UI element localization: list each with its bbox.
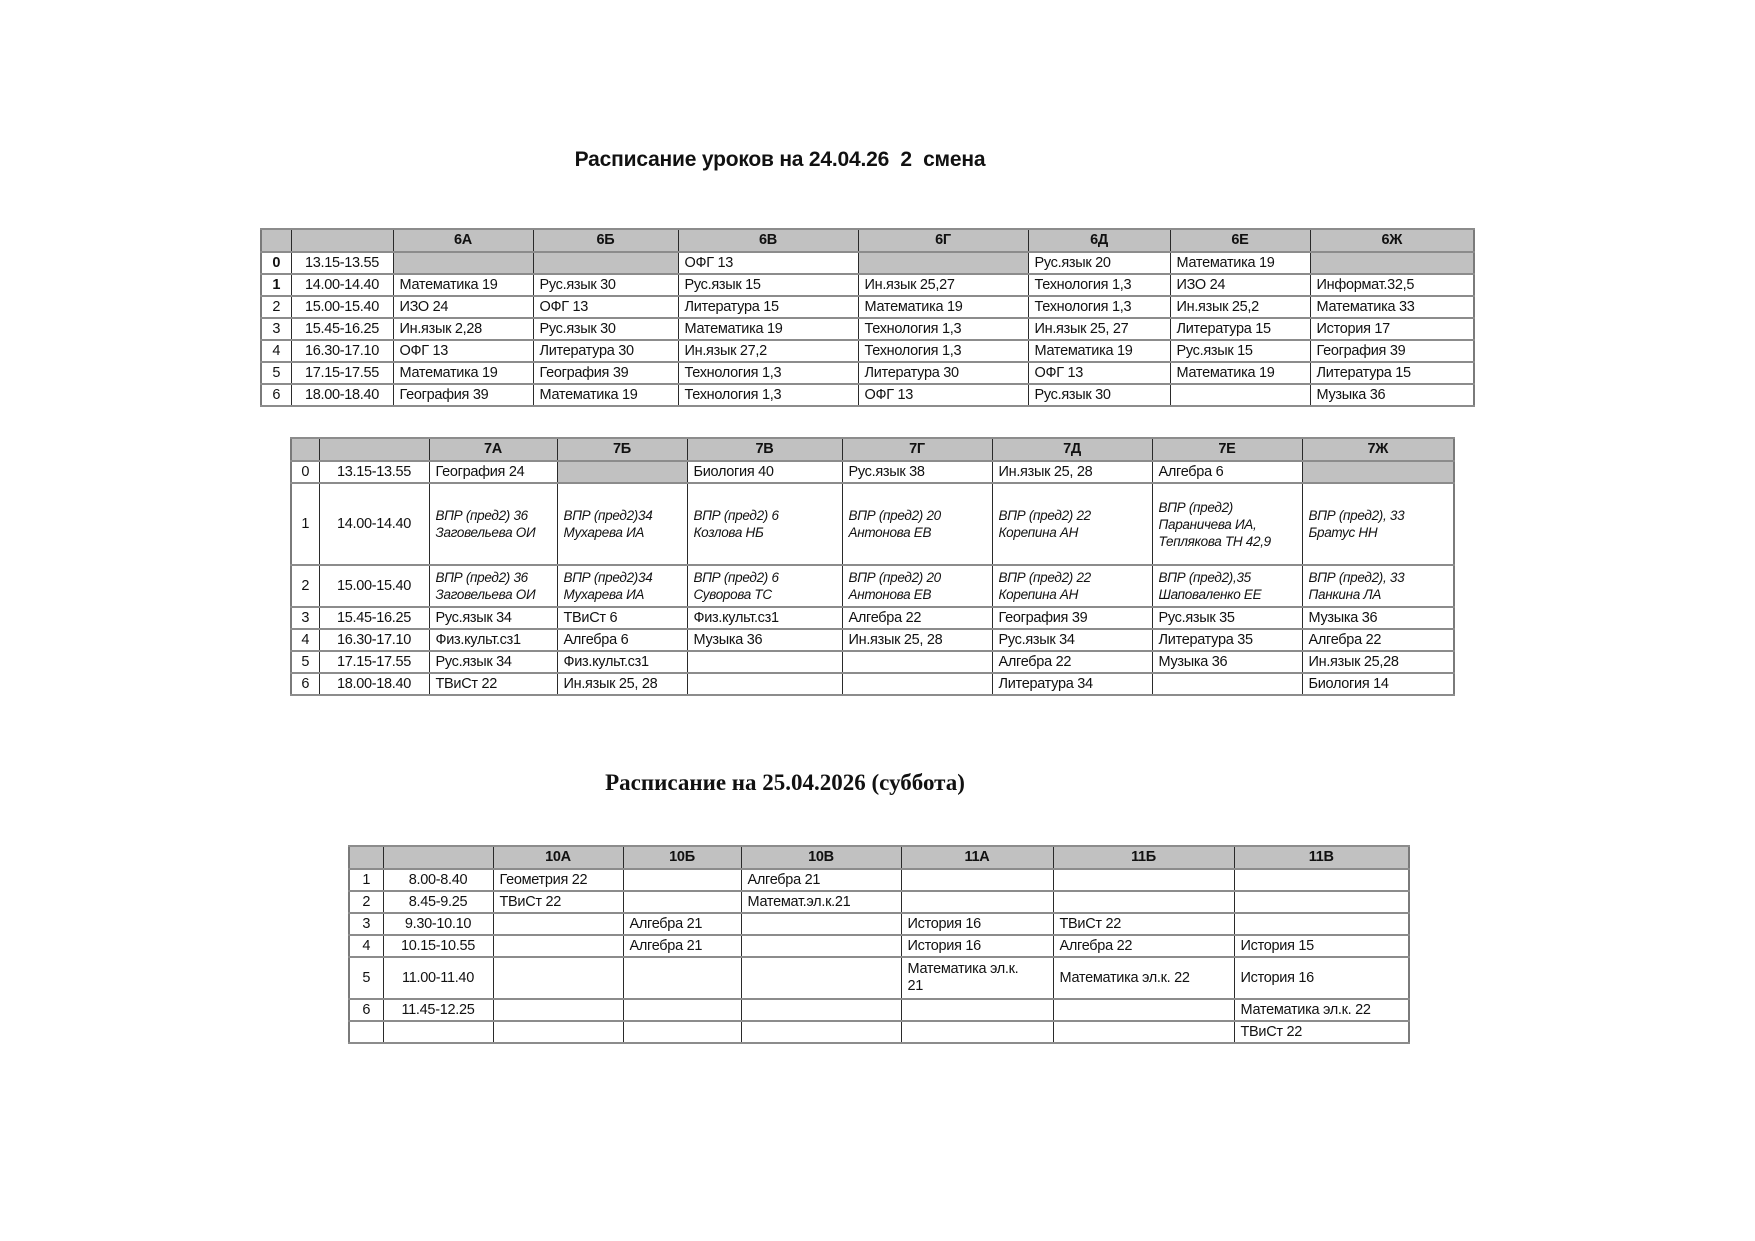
lesson-number: 1 <box>291 483 319 565</box>
subject-cell: Музыка 36 <box>1302 607 1454 629</box>
time-slot: 17.15-17.55 <box>291 362 393 384</box>
subject-cell <box>1053 869 1234 891</box>
subject-cell <box>623 1021 741 1043</box>
subject-cell <box>741 935 901 957</box>
time-slot: 9.30-10.10 <box>383 913 493 935</box>
subject-cell: Алгебра 22 <box>1302 629 1454 651</box>
time-slot: 18.00-18.40 <box>319 673 429 695</box>
subject-cell: География 24 <box>429 461 557 483</box>
subject-cell <box>741 1021 901 1043</box>
subject-cell: ТВиСт 6 <box>557 607 687 629</box>
subject-cell: Информат.32,5 <box>1310 274 1474 296</box>
time-slot: 16.30-17.10 <box>319 629 429 651</box>
time-slot: 15.00-15.40 <box>291 296 393 318</box>
subject-cell: ВПР (пред2) 36 Заговельева ОИ <box>429 565 557 607</box>
corner-header <box>291 229 393 252</box>
subject-cell <box>493 1021 623 1043</box>
subject-cell: Биология 14 <box>1302 673 1454 695</box>
column-header: 7Е <box>1152 438 1302 461</box>
subject-cell: Математика 19 <box>1170 252 1310 274</box>
lesson-number: 5 <box>349 957 383 999</box>
subject-cell: Математика 19 <box>678 318 858 340</box>
subject-cell <box>1310 252 1474 274</box>
lesson-number: 2 <box>291 565 319 607</box>
subject-cell <box>623 999 741 1021</box>
subject-cell: Рус.язык 20 <box>1028 252 1170 274</box>
corner-header <box>349 846 383 869</box>
column-header: 7Д <box>992 438 1152 461</box>
lesson-number: 0 <box>261 252 291 274</box>
subject-cell <box>623 957 741 999</box>
subject-cell: История 16 <box>901 935 1053 957</box>
subject-cell: Литература 30 <box>858 362 1028 384</box>
subject-cell: Математика 19 <box>858 296 1028 318</box>
lesson-number: 4 <box>291 629 319 651</box>
subject-cell: Алгебра 6 <box>1152 461 1302 483</box>
subject-cell: Биология 40 <box>687 461 842 483</box>
subject-cell <box>493 913 623 935</box>
subject-cell: Физ.культ.сз1 <box>429 629 557 651</box>
subject-cell <box>533 252 678 274</box>
column-header: 6А <box>393 229 533 252</box>
subject-cell: Литература 30 <box>533 340 678 362</box>
subject-cell: Рус.язык 34 <box>429 651 557 673</box>
subject-cell: Музыка 36 <box>1310 384 1474 406</box>
subject-cell: Математика 33 <box>1310 296 1474 318</box>
time-slot: 11.45-12.25 <box>383 999 493 1021</box>
subject-cell <box>623 869 741 891</box>
time-slot: 16.30-17.10 <box>291 340 393 362</box>
schedule-title-saturday: Расписание на 25.04.2026 (суббота) <box>605 770 965 795</box>
subject-cell: Литература 15 <box>678 296 858 318</box>
subject-cell: Технология 1,3 <box>678 384 858 406</box>
subject-cell: Математика 19 <box>393 362 533 384</box>
subject-cell <box>1170 384 1310 406</box>
subject-cell: Рус.язык 30 <box>1028 384 1170 406</box>
schedule-title-main: Расписание уроков на 24.04.26 2 смена <box>574 148 986 171</box>
column-header: 7А <box>429 438 557 461</box>
subject-cell: Рус.язык 30 <box>533 318 678 340</box>
subject-cell: Ин.язык 25, 27 <box>1028 318 1170 340</box>
lesson-number: 4 <box>349 935 383 957</box>
subject-cell <box>1053 999 1234 1021</box>
subject-cell: ВПР (пред2), 33 Панкина ЛА <box>1302 565 1454 607</box>
subject-cell <box>493 999 623 1021</box>
subject-cell <box>901 869 1053 891</box>
subject-cell <box>741 957 901 999</box>
subject-cell: История 17 <box>1310 318 1474 340</box>
subject-cell <box>493 957 623 999</box>
subject-cell <box>842 651 992 673</box>
time-slot: 17.15-17.55 <box>319 651 429 673</box>
time-slot: 13.15-13.55 <box>291 252 393 274</box>
subject-cell: Алгебра 22 <box>842 607 992 629</box>
subject-cell: Литература 15 <box>1170 318 1310 340</box>
subject-cell <box>393 252 533 274</box>
subject-cell: ВПР (пред2) 36 Заговельева ОИ <box>429 483 557 565</box>
subject-cell: ВПР (пред2) Параничева ИА, Теплякова ТН 42,9 <box>1152 483 1302 565</box>
subject-cell: Математика 19 <box>393 274 533 296</box>
subject-cell <box>1053 891 1234 913</box>
subject-cell: Математика эл.к. 21 <box>901 957 1053 999</box>
subject-cell: ТВиСт 22 <box>493 891 623 913</box>
subject-cell: История 16 <box>1234 957 1409 999</box>
corner-header <box>291 438 319 461</box>
subject-cell: ТВиСт 22 <box>1234 1021 1409 1043</box>
subject-cell: Ин.язык 25, 28 <box>557 673 687 695</box>
time-slot: 18.00-18.40 <box>291 384 393 406</box>
subject-cell: ВПР (пред2)34 Мухарева ИА <box>557 565 687 607</box>
corner-header <box>383 846 493 869</box>
lesson-number: 4 <box>261 340 291 362</box>
subject-cell: Ин.язык 25,27 <box>858 274 1028 296</box>
subject-cell: ВПР (пред2), 33 Братус НН <box>1302 483 1454 565</box>
time-slot <box>383 1021 493 1043</box>
subject-cell: Алгебра 6 <box>557 629 687 651</box>
lesson-number: 6 <box>349 999 383 1021</box>
subject-cell: Алгебра 22 <box>992 651 1152 673</box>
subject-cell <box>1234 913 1409 935</box>
subject-cell <box>901 999 1053 1021</box>
subject-cell: ВПР (пред2)34 Мухарева ИА <box>557 483 687 565</box>
lesson-number: 3 <box>291 607 319 629</box>
subject-cell: Математика 19 <box>533 384 678 406</box>
subject-cell: Музыка 36 <box>687 629 842 651</box>
column-header: 6Е <box>1170 229 1310 252</box>
lesson-number: 5 <box>291 651 319 673</box>
subject-cell <box>842 673 992 695</box>
column-header: 6Г <box>858 229 1028 252</box>
subject-cell: ОФГ 13 <box>858 384 1028 406</box>
subject-cell: Ин.язык 25, 28 <box>992 461 1152 483</box>
subject-cell <box>493 935 623 957</box>
subject-cell: География 39 <box>1310 340 1474 362</box>
subject-cell <box>901 1021 1053 1043</box>
column-header: 10Б <box>623 846 741 869</box>
subject-cell: ТВиСт 22 <box>1053 913 1234 935</box>
subject-cell: ВПР (пред2),35 Шаповаленко ЕЕ <box>1152 565 1302 607</box>
subject-cell: ТВиСт 22 <box>429 673 557 695</box>
subject-cell: ОФГ 13 <box>678 252 858 274</box>
subject-cell: ОФГ 13 <box>1028 362 1170 384</box>
subject-cell: Математика эл.к. 22 <box>1053 957 1234 999</box>
lesson-number: 2 <box>349 891 383 913</box>
subject-cell: Алгебра 21 <box>623 913 741 935</box>
lesson-number: 3 <box>261 318 291 340</box>
subject-cell <box>858 252 1028 274</box>
subject-cell <box>741 999 901 1021</box>
subject-cell <box>557 461 687 483</box>
corner-header <box>319 438 429 461</box>
subject-cell: Физ.культ.сз1 <box>557 651 687 673</box>
subject-cell: История 16 <box>901 913 1053 935</box>
subject-cell: Рус.язык 38 <box>842 461 992 483</box>
subject-cell: Ин.язык 2,28 <box>393 318 533 340</box>
subject-cell: ВПР (пред2) 6 Козлова НБ <box>687 483 842 565</box>
subject-cell: Рус.язык 34 <box>429 607 557 629</box>
subject-cell <box>1302 461 1454 483</box>
subject-cell: ОФГ 13 <box>393 340 533 362</box>
column-header: 6В <box>678 229 858 252</box>
subject-cell: Алгебра 22 <box>1053 935 1234 957</box>
subject-cell: История 15 <box>1234 935 1409 957</box>
subject-cell: Музыка 36 <box>1152 651 1302 673</box>
time-slot: 15.45-16.25 <box>291 318 393 340</box>
time-slot: 11.00-11.40 <box>383 957 493 999</box>
subject-cell: Математика 19 <box>1170 362 1310 384</box>
subject-cell: Литература 35 <box>1152 629 1302 651</box>
lesson-number: 2 <box>261 296 291 318</box>
time-slot: 14.00-14.40 <box>319 483 429 565</box>
subject-cell: Геометрия 22 <box>493 869 623 891</box>
column-header: 6Ж <box>1310 229 1474 252</box>
subject-cell: ВПР (пред2) 20 Антонова ЕВ <box>842 565 992 607</box>
lesson-number: 6 <box>291 673 319 695</box>
subject-cell: Алгебра 21 <box>623 935 741 957</box>
subject-cell: Рус.язык 15 <box>678 274 858 296</box>
column-header: 11А <box>901 846 1053 869</box>
time-slot: 8.00-8.40 <box>383 869 493 891</box>
subject-cell: Ин.язык 27,2 <box>678 340 858 362</box>
subject-cell: Рус.язык 35 <box>1152 607 1302 629</box>
column-header: 6Б <box>533 229 678 252</box>
subject-cell: Технология 1,3 <box>678 362 858 384</box>
column-header: 11Б <box>1053 846 1234 869</box>
subject-cell: Ин.язык 25,28 <box>1302 651 1454 673</box>
subject-cell: Технология 1,3 <box>858 318 1028 340</box>
subject-cell <box>901 891 1053 913</box>
column-header: 11В <box>1234 846 1409 869</box>
subject-cell: Литература 34 <box>992 673 1152 695</box>
subject-cell <box>1152 673 1302 695</box>
column-header: 10В <box>741 846 901 869</box>
subject-cell: География 39 <box>393 384 533 406</box>
column-header: 7Ж <box>1302 438 1454 461</box>
subject-cell: ВПР (пред2) 22 Корепина АН <box>992 483 1152 565</box>
subject-cell: Рус.язык 34 <box>992 629 1152 651</box>
column-header: 7В <box>687 438 842 461</box>
time-slot: 13.15-13.55 <box>319 461 429 483</box>
time-slot: 14.00-14.40 <box>291 274 393 296</box>
lesson-number: 5 <box>261 362 291 384</box>
grade6-schedule-table <box>260 228 1475 407</box>
lesson-number: 0 <box>291 461 319 483</box>
time-slot: 15.45-16.25 <box>319 607 429 629</box>
subject-cell: Литература 15 <box>1310 362 1474 384</box>
subject-cell: ИЗО 24 <box>1170 274 1310 296</box>
subject-cell: География 39 <box>992 607 1152 629</box>
subject-cell: Рус.язык 30 <box>533 274 678 296</box>
time-slot: 8.45-9.25 <box>383 891 493 913</box>
subject-cell: Ин.язык 25, 28 <box>842 629 992 651</box>
subject-cell: Ин.язык 25,2 <box>1170 296 1310 318</box>
corner-header <box>261 229 291 252</box>
subject-cell: ВПР (пред2) 22 Корепина АН <box>992 565 1152 607</box>
subject-cell <box>1053 1021 1234 1043</box>
subject-cell: Технология 1,3 <box>858 340 1028 362</box>
column-header: 7Г <box>842 438 992 461</box>
saturday-schedule-table <box>348 845 1410 1044</box>
lesson-number: 1 <box>261 274 291 296</box>
subject-cell: ИЗО 24 <box>393 296 533 318</box>
subject-cell: Алгебра 21 <box>741 869 901 891</box>
subject-cell <box>623 891 741 913</box>
subject-cell <box>687 673 842 695</box>
subject-cell: Математ.эл.к.21 <box>741 891 901 913</box>
subject-cell <box>687 651 842 673</box>
subject-cell: География 39 <box>533 362 678 384</box>
subject-cell: ОФГ 13 <box>533 296 678 318</box>
time-slot: 15.00-15.40 <box>319 565 429 607</box>
subject-cell: Рус.язык 15 <box>1170 340 1310 362</box>
subject-cell: Технология 1,3 <box>1028 296 1170 318</box>
lesson-number: 6 <box>261 384 291 406</box>
subject-cell: Физ.культ.сз1 <box>687 607 842 629</box>
time-slot: 10.15-10.55 <box>383 935 493 957</box>
column-header: 6Д <box>1028 229 1170 252</box>
column-header: 10А <box>493 846 623 869</box>
subject-cell <box>741 913 901 935</box>
subject-cell: ВПР (пред2) 20 Антонова ЕВ <box>842 483 992 565</box>
subject-cell: Технология 1,3 <box>1028 274 1170 296</box>
column-header: 7Б <box>557 438 687 461</box>
subject-cell <box>1234 869 1409 891</box>
lesson-number: 1 <box>349 869 383 891</box>
lesson-number <box>349 1021 383 1043</box>
subject-cell: Математика 19 <box>1028 340 1170 362</box>
lesson-number: 3 <box>349 913 383 935</box>
grade7-schedule-table <box>290 437 1455 696</box>
subject-cell: ВПР (пред2) 6 Суворова ТС <box>687 565 842 607</box>
subject-cell <box>1234 891 1409 913</box>
subject-cell: Математика эл.к. 22 <box>1234 999 1409 1021</box>
